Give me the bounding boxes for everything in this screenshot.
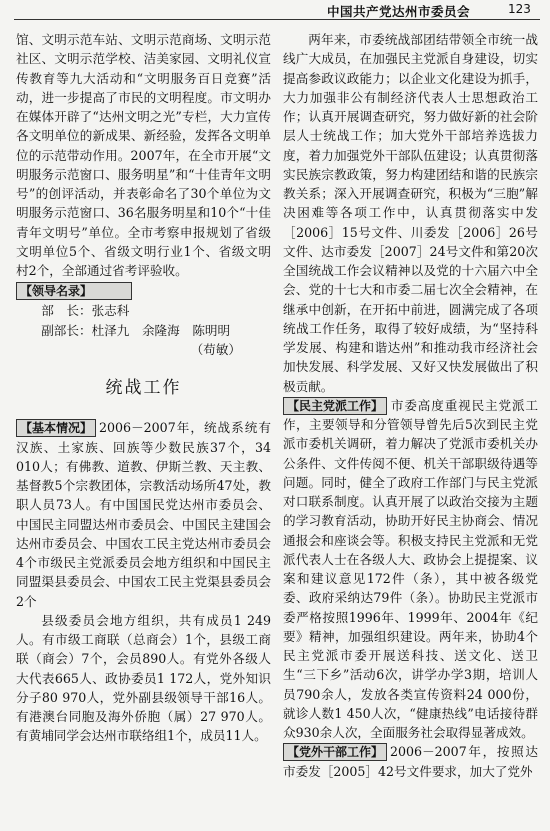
left-column <box>16 30 271 746</box>
non-party-cadre-paragraph <box>283 742 538 781</box>
page-header <box>0 0 550 22</box>
page-number: 123 <box>508 2 531 16</box>
democratic-party-paragraph <box>283 396 538 743</box>
basic-info-paragraph <box>16 418 271 611</box>
left-paragraph-organizations: 县级委员会地方组织，共有成员1 249人。有市级工商联（总商会）1个，县级工商联（商会）7个，会员890人。有党外各级人大代表665人、政协委员1 172人，党外知识分子80 970人，党外副县级领导干部16人。有港澳台同胞及海外侨胞（属）27 970人。有黄埔同学会达州市联络组1个，成员11人。 <box>16 612 271 744</box>
leader-names: 张志科 <box>91 303 130 319</box>
leader-role: 部 长： <box>41 303 92 319</box>
basic-info-text: 2006－2007年，统战系统有汉族、土家族、回族等少数民族37个，34 010人；有佛教、道教、伊斯兰教、天主教、基督教5个宗教团体，宗教活动场所47处，教职人员73人。有中国国民党达州市委员会、中国民主同盟达州市委员会、中国民主建国会达州市委员会、中国农工民主党达州市委员会4个市级民主党派委员会地方组织和中国民主同盟渠县委员会、中国农工民主党渠县委员会2个 <box>16 420 271 609</box>
header-title: 中国共产党达州市委员会 <box>327 4 471 19</box>
basic-info-heading: 【基本情况】 <box>16 419 96 437</box>
left-paragraph-civilization: 馆、文明示范车站、文明示范商场、文明示范社区、文明示范学校、洁美家园、文明礼仪宣传教育等九大活动和“文明服务百日竞赛”活动，进一步提高了市民的文明程度。市文明办在媒体开辟了“达州文明之光”专栏，大力宣传各文明单位的新成果、新经验，发挥各文明单位的示范带动作用。2007年，在全市开展“文明服务示范窗口、服务明星”和“十佳青年文明号”的创评活动，并表彰命名了30个单位为文明服务示范窗口、36名服务明星和10个“十佳青年文明号”单位。全市考察申报规划了省级文明单位5个、省级文明行业1个、省级文明村2个，全部通过省考评验收。 <box>16 32 271 278</box>
leaders-heading: 【领导名录】 <box>16 282 132 300</box>
author-credit: （苟敏） <box>190 341 241 357</box>
header-rule <box>14 19 540 20</box>
democratic-party-text: 市委高度重视民主党派工作，主要领导和分管领导曾先后5次到民主党派市委机关调研，着力解决了党派市委机关办公条件、文件传阅不便、机关干部职级待遇等问题。同时，健全了政府工作部门与民主党派对口联系制度。认真开展了以政治交接为主题的学习教育活动，协助开好民主协商会、情况通报会和座谈会等。积极支持民主党派和无党派代表人士在各级人大、政协会上提提案、议案和建议意见172件（条），其中被各级党委、政府采纳达79件（条）。协助民主党派市委严格按照1996年、1999年、2004年《纪要》精神，加强组织建设。两年来，协助4个民主党派市委开展送科技、送文化、送卫生“三下乡”活动6次，讲学办学3期，培训人员790余人，发放各类宣传资料24 000份，就诊人数1 450人次，“健康热线”电话接待群众930余人次，全面服务社会取得显著成效。 <box>283 397 538 740</box>
non-party-cadre-text: 2006－2007年，按照达市委发［2005］42号文件要求，加大了党外 <box>283 744 538 779</box>
right-column <box>283 30 538 781</box>
leader-row-deputy <box>16 321 271 340</box>
section-title: 统战工作 <box>105 378 182 398</box>
non-party-cadre-heading: 【党外干部工作】 <box>283 743 387 761</box>
democratic-party-heading: 【民主党派工作】 <box>283 397 387 415</box>
right-paragraph-overview: 两年来，市委统战部团结带领全市统一战线广大成员，在加强民主党派自身建设，切实提高参政议政能力；以企业文化建设为抓手，大力加强非公有制经济代表人士思想政治工作；认真开展调查研究，努力做好新的社会阶层人士统战工作；加大党外干部培养选拔力度，着力加强党外干部队伍建设；认真贯彻落实民族宗教政策，努力构建团结和谐的民族宗教关系；深入开展调查研究，积极为“三胞”解决困难等各项工作中，认真贯彻落实中发［2006］15号文件、川委发［2006］26号文件、达市委发［2007］24号文件和第20次全国统战工作会议精神以及党的十六届六中全会、党的十七大和市委二届七次全会精神，在继承中创新，在开拓中前进，圆满完成了各项统战工作任务，取得了较好成绩，为“坚持科学发展、构建和谐达州”和推动我市经济社会加快发展、科学发展、又好又快发展做出了积极贡献。 <box>283 32 538 394</box>
leader-role: 副部长： <box>41 322 92 338</box>
leader-names: 杜泽九 余隆海 陈明明 <box>91 322 231 338</box>
leader-row-minister <box>16 301 271 320</box>
